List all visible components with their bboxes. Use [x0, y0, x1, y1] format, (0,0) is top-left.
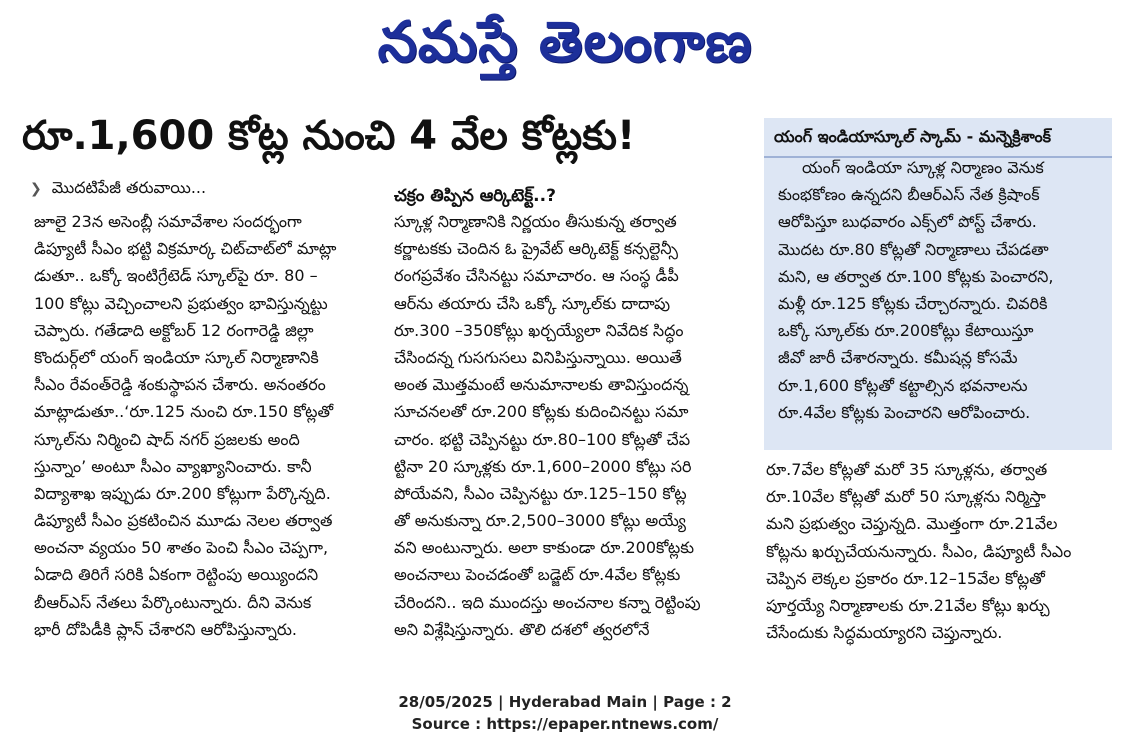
masthead: [0, 4, 1130, 80]
text-line: కోట్లను ఖర్చుచేయనున్నారు. సీఎం, డిప్యూటీ సీఎం: [766, 541, 1072, 561]
text-line: సూచనలతో రూ.200 కోట్లకు కుదించినట్టు సమా: [394, 402, 689, 422]
headline: రూ.1,600 కోట్ల నుంచి 4 వేల కోట్లకు!: [22, 113, 636, 159]
text-line: కర్ణాటకకు చెందిన ఓ ప్రైవేట్ ఆర్కిటెక్ట్ కన్సల్టెన్సీ: [394, 239, 679, 259]
text-line: స్కూళ్ల నిర్మాణానికి నిర్ణయం తీసుకున్న తర్వాత: [394, 212, 677, 231]
text-line: మాట్లాడుతూ..‘రూ.125 నుంచి రూ.150 కోట్లతో: [34, 402, 334, 422]
text-line: చేరిందని.. ఇది ముందస్తు అంచనాల కన్నా రెట్టింపు: [394, 592, 701, 612]
text-line: రూ.4వేల కోట్లకు పెంచారని ఆరోపించారు.: [778, 402, 1031, 422]
text-line: మొదట రూ.80 కోట్లతో నిర్మాణాలు చేపడతా: [778, 239, 1049, 259]
section-subheading: చక్రం తిప్పిన ఆర్కిటెక్ట్..?: [394, 186, 556, 206]
text-line: భారీ దోపిడీకి ప్లాన్ చేశారని ఆరోపిస్తున్నారు.: [34, 619, 297, 639]
text-line: జీవో జారీ చేశారన్నారు. కమీషన్ల కోసమే: [778, 348, 1018, 368]
text-line: రూ.7వేల కోట్లతో మరో 35 స్కూళ్లను, తర్వాత: [766, 460, 1048, 479]
text-line: మని ప్రభుత్వం చెప్తున్నది. మొత్తంగా రూ.21వేల: [766, 514, 1058, 534]
text-line: డిప్యూటీ సీఎం భట్టి విక్రమార్క చిట్‌చాట్‌లో మాట్లా: [34, 239, 337, 259]
text-line: పూర్తయ్యే నిర్మాణాలకు రూ.21వేల కోట్లు ఖర్చు: [766, 595, 1050, 615]
sidebar-box: [764, 118, 1112, 450]
continued-label: మొదటిపేజీ తరువాయి...: [51, 178, 207, 197]
text-line: యంగ్ ఇండియా స్కూళ్ల నిర్మాణం వెనుక: [802, 158, 1044, 177]
article-column-1: [34, 208, 384, 643]
text-line: డిప్యూటీ సీఎం ప్రకటించిన మూడు నెలల తర్వాత: [34, 511, 333, 531]
text-line: స్తున్నాం’ అంటూ సీఎం వ్యాఖ్యానించారు. కానీ: [34, 456, 312, 476]
text-line: ట్టినా 20 స్కూళ్లకు రూ.1,600–2000 కోట్లు సరి: [394, 456, 692, 476]
chevron-right-icon: ❯: [30, 181, 42, 197]
text-line: చారం. భట్టి చెప్పినట్టు రూ.80–100 కోట్లతో చేప: [394, 429, 691, 449]
text-line: మళ్లీ రూ.125 కోట్లకు చేర్చారన్నారు. చివరికి: [778, 293, 1048, 313]
continued-from-front-page: [30, 176, 206, 200]
text-line: చేసిందన్న గుసగుసలు వినిపిస్తున్నాయి. అయితే: [394, 347, 682, 367]
text-line: కుంభకోణం ఉన్నదని బీఆర్ఎస్ నేత క్రిషాంక్: [778, 185, 1040, 205]
text-line: చేసేందుకు సిద్ధమయ్యారని చెప్తున్నారు.: [766, 623, 1003, 643]
edition-info: 28/05/2025 | Hyderabad Main | Page : 2: [398, 693, 732, 711]
source-link[interactable]: Source : https://epaper.ntnews.com/: [411, 715, 719, 733]
text-line: రూ.1,600 కోట్లతో కట్టాల్సిన భవనాలను: [778, 375, 1028, 395]
text-line: చెప్పిన లెక్కల ప్రకారం రూ.12–15వేల కోట్లతో: [766, 568, 1045, 588]
text-line: ఆర్‌ను తయారు చేసి ఒక్కో స్కూల్‌కు దాదాపు: [394, 293, 671, 313]
text-line: జూలై 23న అసెంబ్లీ సమావేశాల సందర్భంగా: [34, 212, 302, 231]
text-line: బీఆర్ఎస్ నేతలు పేర్కొంటున్నారు. దీని వెనుక: [34, 592, 312, 612]
text-line: మని, ఆ తర్వాత రూ.100 కోట్లకు పెంచారని,: [778, 266, 1054, 286]
text-line: రూ.300 –350కోట్లు ఖర్చయ్యేలా నివేదిక సిద్ధం: [394, 320, 684, 340]
text-line: అంచనా వ్యయం 50 శాతం పెంచి సీఎం చెప్పగా,: [34, 538, 329, 558]
text-line: తో అనుకున్నా రూ.2,500–3000 కోట్లు అయ్యే: [394, 511, 686, 531]
text-line: అని విశ్లేషిస్తున్నారు. తొలి దశలో త్వరలోనే: [394, 619, 650, 639]
text-line: పోయేవని, సీఎం చెప్పినట్టు రూ.125–150 కోట్ల: [394, 483, 687, 503]
sidebar-box-title: యంగ్ ఇండియాస్కూల్ స్కామ్ - మన్నెక్రిశాంక్: [774, 127, 1051, 146]
text-line: అంత మొత్తమంటే అనుమానాలకు తావిస్తుందన్న: [394, 375, 689, 395]
text-line: అంచనాలు పెంచడంతో బడ్జెట్ రూ.4వేల కోట్లకు: [394, 565, 681, 585]
text-line: ఒక్కో స్కూల్‌కు రూ.200కోట్లు కేటాయిస్తూ: [778, 321, 1034, 341]
text-line: విద్యాశాఖ ఇప్పుడు రూ.200 కోట్లుగా పేర్కొన్నది.: [34, 483, 331, 503]
text-line: 100 కోట్లు వెచ్చించాలని ప్రభుత్వం భావిస్తున్నట్టు: [34, 293, 328, 313]
newspaper-logo: నమస్తే తెలంగాణ: [377, 9, 753, 75]
article-column-3: [766, 456, 1112, 646]
text-line: సీఎం రేవంత్‌రెడ్డి శంకుస్థాపన చేశారు. అనంతరం: [34, 375, 326, 395]
sidebar-box-body: [778, 154, 1104, 426]
text-line: వని అంటున్నారు. అలా కాకుండా రూ.200కోట్లకు: [394, 538, 695, 558]
text-line: కొందుర్గ్‌లో యంగ్ ఇండియా స్కూల్ నిర్మాణానికి: [34, 347, 319, 367]
text-line: డుతూ.. ఒక్కో ఇంటిగ్రేటెడ్ స్కూల్‌పై రూ. 80 –: [34, 266, 318, 286]
text-line: రూ.10వేల కోట్లతో మరో 50 స్కూళ్లను నిర్మిస్తా: [766, 487, 1046, 507]
text-line: ఆరోపిస్తూ బుధవారం ఎక్స్‌లో పోస్ట్ చేశారు.: [778, 212, 1037, 232]
text-line: చెప్పారు. గతేడాది అక్టోబర్ 12 రంగారెడ్డి జిల్లా: [34, 320, 314, 340]
text-line: రంగప్రవేశం చేసినట్టు సమాచారం. ఆ సంస్థ డీపీ: [394, 266, 679, 286]
article-column-2: [394, 208, 754, 643]
text-line: ఏడాది తిరిగే సరికి ఏకంగా రెట్టింపు అయ్యిందని: [34, 565, 319, 585]
text-line: స్కూల్‌ను నిర్మించి షాద్ నగర్ ప్రజలకు అంది: [34, 429, 300, 449]
